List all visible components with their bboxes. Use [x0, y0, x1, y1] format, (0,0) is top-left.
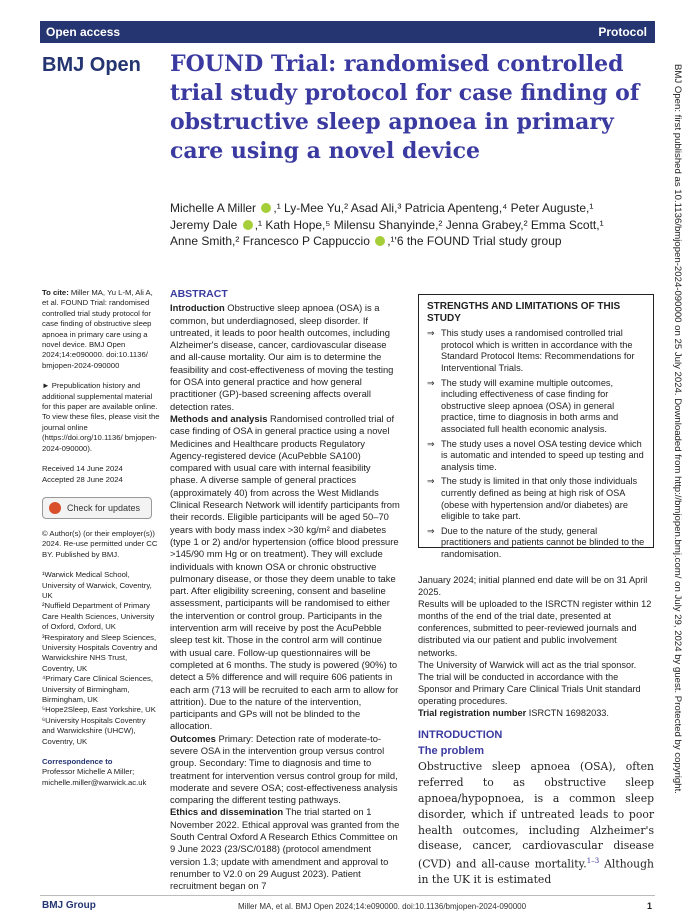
list-item	[427, 439, 645, 474]
article-type-label: Protocol	[598, 25, 647, 39]
open-access-label: Open access	[46, 25, 121, 39]
strengths-limitations-box	[418, 294, 654, 559]
prepublication-note: ► Prepublication history and additional supplemental material for this paper are available online. To view these files, please visit the journal online (https://doi.org/10.1136/ bmjopen-2024-090000).	[42, 381, 160, 453]
check-updates-button[interactable]	[42, 497, 152, 519]
strengths-heading: STRENGTHS AND LIMITATIONS OF THIS STUDY	[427, 301, 621, 324]
list-item	[427, 328, 645, 374]
vertical-copyright-notice: BMJ Open: first published as 10.1136/bmjopen-2024-090000 on 25 July 2024. Downloaded from http://bmjopen.bmj.com/ on July 29, 2024 by guest. Protected by copyright.	[672, 64, 683, 794]
list-item	[427, 526, 645, 561]
affiliation: ⁶University Hospitals Coventry and Warwickshire (UHCW), Coventry, UK	[42, 715, 146, 746]
author-text: Anne Smith,² Francesco P Cappuccio	[170, 234, 374, 248]
abstract-ethics	[170, 806, 400, 892]
trial-number: ISRCTN 16982033.	[526, 708, 609, 719]
affiliation: ⁴Primary Care Clinical Sciences, University of Birmingham, Birmingham, UK	[42, 674, 153, 704]
crossmark-icon	[49, 502, 61, 514]
correspondence-heading: Correspondence to	[42, 757, 113, 767]
orcid-icon[interactable]	[261, 203, 271, 213]
problem-subheading: The problem	[418, 745, 485, 758]
section-text: The trial started on 1 November 2022. Ethical approval was granted from the South Central Oxford A Research Ethics Committee on 9 June 2023 (23/SC/0188) (protocol amendment version 1.3; update with amendment and approval to renumber to V2.0 on 29 August 2023). Patient recruitment began on 7	[170, 806, 400, 892]
list-item-text: The study uses a novel OSA testing device which is automatic and intended to speed up testing and analysis time.	[441, 438, 644, 472]
list-item-text: This study uses a randomised controlled trial protocol which is written in accordance with the Standard Protocol Items: Recommendations for Interventional Trials.	[441, 328, 635, 373]
citation-block	[42, 288, 160, 371]
right-column	[418, 574, 654, 888]
cite-label: To cite:	[42, 288, 69, 297]
affiliation: ¹Warwick Medical School, University of Warwick, Coventry, UK	[42, 570, 152, 600]
left-sidebar	[42, 288, 160, 788]
section-label: Methods and analysis	[170, 412, 268, 424]
check-updates-label: Check for updates	[67, 502, 141, 513]
paragraph: Results will be uploaded to the ISRCTN register within 12 months of the end of the trial date, presented at conferences, submitted to peer-reviewed journals and distributed via our patient and public involvement networks.	[418, 599, 652, 658]
body-text: Obstructive sleep apnoea (OSA), often referred to as obstructive sleep apnoea/hypopnoea, is a common sleep disorder, which if untreated leads to poor health outcomes, including Alzheimer's disease, cancer, cardiovascular disease (CVD) and all-cause mortality.	[418, 760, 654, 871]
section-label: Introduction	[170, 302, 225, 314]
author-text: Jeremy Dale	[170, 217, 241, 232]
abstract-introduction	[170, 302, 400, 413]
section-text: Obstructive sleep apnoea (OSA) is a common, but underdiagnosed, sleep disorder. If untreated, it leads to poor health outcomes, including Alzheimer's disease, cancer, cardiovascular disease and all-cause mortality. Our aim is to determine the feasibility and cost-effectiveness of moving the testing for OSA into general practice and how general practitioner (GP)-based screening affects overall detection rates.	[170, 302, 394, 412]
header-bar	[40, 21, 655, 43]
strengths-list	[427, 328, 645, 560]
section-text: Randomised controlled trial of case finding of OSA in general practice using a novel Medicines and Healthcare products Regulatory Agency-registered device (AcuPebble SA100) compared with usual care with internal feasibility phase. A diverse sample of general practices (approximately 40) from across the West Midlands Clinical Research Network will identify participants from their records. Eligible participants will be aged 50–70 years with body mass index >30 kg/m² and diabetes (type 1 or 2) and/or hypertension (office blood pressure >145/90 mm Hg or on treatment). They will exclude individuals with known OSA or chronic obstructive pulmonary disease, or those they deem unable to take part. After eligibility screening, consent and baseline assessment, participants will be randomised to either the intervention or control group. Participants in the intervention arm will receive by post the AcuPebble sleep test kit. Those in the control arm will continue with usual care. Follow-up questionnaires will be completed at 6 months. The study is powered (90%) to detect a 5% difference and will require 606 patients in each arm (713 will be recruited to each arm to allow for attrition). Due to the nature of the intervention, participants and GPs will not be blinded to the allocation.	[170, 412, 400, 732]
author-text: ,¹ Kath Hope,⁵ Milensu Shanyinde,² Jenna Grabey,² Emma Scott,¹	[254, 217, 604, 232]
received-date: Received 14 June 2024	[42, 464, 123, 474]
list-item	[427, 476, 645, 522]
author-text: Michelle A Miller	[170, 201, 260, 215]
abstract-methods	[170, 413, 400, 733]
introduction-heading: INTRODUCTION	[418, 729, 503, 742]
list-item-text: Due to the nature of the study, general practitioners and patients cannot be blinded to the randomisation.	[441, 525, 645, 559]
abstract	[170, 288, 400, 893]
correspondence-email[interactable]: michelle.miller@warwick.ac.uk	[42, 777, 147, 787]
paragraph: January 2024; initial planned end date will be on 31 April 2025.	[418, 575, 648, 598]
arrow-icon: ⇒	[427, 328, 435, 339]
article-title: FOUND Trial: randomised controlled trial study protocol for case finding of obstructive sleep apnoea in primary care using a novel device	[170, 51, 640, 164]
affiliation: ³Respiratory and Sleep Sciences, University Hospitals Coventry and Warwickshire NHS Trust, Coventry, UK	[42, 632, 158, 673]
copyright-note: © Author(s) (or their employer(s)) 2024. Re-use permitted under CC BY. Published by BMJ.	[42, 528, 158, 559]
author-text: ,¹ Ly-Mee Yu,² Asad Ali,³ Patricia Apenteng,⁴ Peter Auguste,¹	[273, 201, 594, 215]
section-label: Ethics and dissemination	[170, 806, 284, 818]
body-text: Although in the UK it is estimated	[418, 857, 654, 887]
list-item-text: The study will examine multiple outcomes, including effectiveness of case finding for obstructive sleep apnoea (OSA) in general practice, time to diagnosis in both arms and associated full health economic analysis.	[441, 377, 619, 434]
cite-text: Miller MA, Yu L-M, Ali A, et al. FOUND Trial: randomised controlled trial study protocol for case finding of obstructive sleep apnoea in primary care using a novel device. BMJ Open 2024;14:e090000. doi:10.1136/ bmjopen-2024-090000	[42, 288, 153, 370]
correspondence-name: Professor Michelle A Miller;	[42, 767, 135, 777]
list-item	[427, 378, 645, 436]
author-text: ,¹ʹ6 the FOUND Trial study group	[387, 234, 562, 248]
abstract-heading: ABSTRACT	[170, 288, 228, 300]
abstract-outcomes	[170, 733, 400, 807]
affiliation: ⁵Hope2Sleep, East Yorkshire, UK	[42, 705, 156, 715]
journal-logo: BMJ Open	[42, 54, 141, 76]
author-list	[170, 200, 650, 250]
accepted-date: Accepted 28 June 2024	[42, 474, 123, 484]
introduction-text	[418, 759, 654, 888]
section-text: Primary: Detection rate of moderate-to-severe OSA in the intervention group versus control group. Secondary: Time to diagnosis and time to treatment for intervention versus control group for mild, moderate and severe OSA; cost-effectiveness analysis comparing the different testing pathways.	[170, 732, 398, 806]
footer-logo: BMJ Group	[42, 900, 96, 911]
orcid-icon[interactable]	[375, 236, 385, 246]
page-number: 1	[647, 901, 653, 911]
trial-label: Trial registration number	[418, 708, 527, 719]
arrow-icon: ⇒	[427, 476, 435, 487]
paragraph: The University of Warwick will act as the trial sponsor. The trial will be conducted in accordance with the Sponsor and Primary Care Clinical Trials Unit standard operating procedures.	[418, 659, 641, 706]
list-item-text: The study is limited in that only those individuals currently defined as being at high risk of OSA (obese with hypertension and/or diabetes) are eligible to take part.	[441, 476, 638, 522]
affiliation: ²Nuffield Department of Primary Care Health Sciences, University of Oxford, Oxford, UK	[42, 601, 155, 632]
arrow-icon: ⇒	[427, 525, 435, 536]
arrow-icon: ⇒	[427, 438, 435, 449]
orcid-icon[interactable]	[243, 220, 253, 230]
footer-citation: Miller MA, et al. BMJ Open 2024;14:e090000. doi:10.1136/bmjopen-2024-090000	[238, 902, 527, 911]
footer-divider	[40, 895, 655, 896]
trial-registration	[418, 707, 654, 719]
section-label: Outcomes	[170, 732, 216, 744]
reference-link[interactable]: 1–3	[586, 857, 600, 866]
arrow-icon: ⇒	[427, 377, 435, 388]
